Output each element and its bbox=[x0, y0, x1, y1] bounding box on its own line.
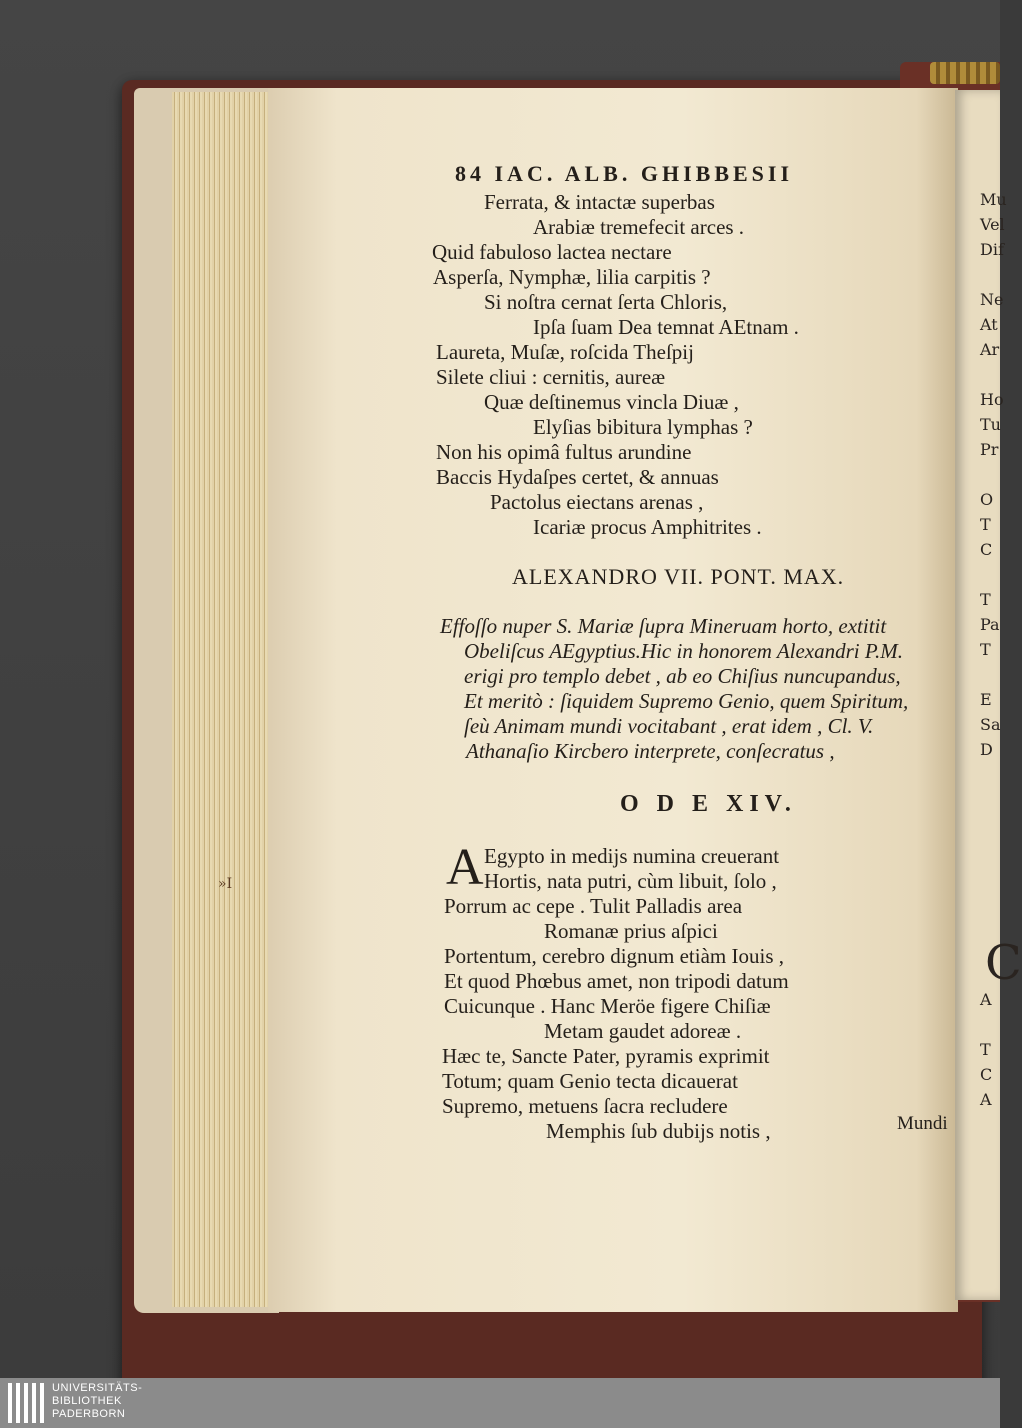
text-line: Quæ deſtinemus vincla Diuæ , bbox=[484, 390, 739, 414]
text-line: erigi pro templo debet , ab eo Chiſius nuncupandus, bbox=[464, 664, 901, 688]
facing-page-fragment: Ar bbox=[980, 340, 1000, 359]
ode-heading: O D E XIV. bbox=[620, 791, 797, 817]
text-line: Portentum, cerebro dignum etiàm Iouis , bbox=[444, 944, 785, 968]
facing-page-fragment: Ne bbox=[980, 290, 1004, 309]
text-line: Laureta, Muſæ, roſcida Theſpij bbox=[436, 340, 694, 364]
text-line: Effoſſo nuper S. Mariæ ſupra Mineruam horto, extitit bbox=[440, 614, 887, 638]
text-line: Icariæ procus Amphitrites . bbox=[533, 515, 762, 539]
text-line: Pactolus eiectans arenas , bbox=[490, 490, 704, 514]
facing-page-fragment: Pr bbox=[980, 440, 999, 459]
section-title: ALEXANDRO VII. PONT. MAX. bbox=[512, 564, 845, 589]
text-line: Elyſias bibitura lymphas ? bbox=[533, 415, 753, 439]
facing-page-initial: C bbox=[985, 935, 1022, 991]
text-line: Porrum ac cepe . Tulit Palladis area bbox=[444, 894, 743, 918]
gilt-spine-decoration bbox=[930, 62, 1000, 84]
text-line: Baccis Hydaſpes certet, & annuas bbox=[436, 465, 719, 489]
text-line: Athanaſio Kircbero interprete, conſecratus , bbox=[466, 739, 835, 763]
text-line: Memphis ſub dubijs notis , bbox=[546, 1119, 771, 1143]
text-line: ſeù Animam mundi vocitabant , erat idem , Cl. V. bbox=[464, 714, 874, 738]
text-line: Hæc te, Sancte Pater, pyramis exprimit bbox=[442, 1044, 770, 1068]
facing-page-fragment: Ho bbox=[980, 390, 1004, 409]
text-line: Cuicunque . Hanc Meröe figere Chiſiæ bbox=[444, 994, 771, 1018]
facing-page-fragment: Dif bbox=[980, 240, 1004, 259]
text-line: Silete cliui : cernitis, aureæ bbox=[436, 365, 666, 389]
text-line: Ipſa ſuam Dea temnat AEtnam . bbox=[533, 315, 799, 339]
library-logo-icon bbox=[8, 1383, 48, 1423]
facing-page-fragment: D bbox=[980, 740, 993, 759]
facing-page-fragment: Pa bbox=[980, 615, 1000, 634]
library-name: UNIVERSITÄTS- BIBLIOTHEK PADERBORN bbox=[52, 1382, 143, 1420]
text-line: Arabiæ tremefecit arces . bbox=[533, 215, 745, 239]
text-line: Totum; quam Genio tecta dicauerat bbox=[442, 1069, 738, 1093]
text-line: Asperſa, Nymphæ, lilia carpitis ? bbox=[433, 265, 711, 289]
text-line: Et quod Phœbus amet, non tripodi datum bbox=[444, 969, 789, 993]
facing-page-edge bbox=[955, 90, 1000, 1300]
facing-page-fragment: Tu bbox=[980, 415, 1001, 434]
facing-page-fragment: O bbox=[980, 490, 994, 509]
text-line: Egypto in medijs numina creuerant bbox=[484, 844, 780, 868]
facing-page-fragment: T bbox=[980, 640, 991, 659]
text-line: Quid fabuloso lactea nectare bbox=[432, 240, 672, 264]
text-line: Romanæ prius aſpici bbox=[544, 919, 718, 943]
text-line: Si noſtra cernat ſerta Chloris, bbox=[484, 290, 728, 314]
text-line: Metam gaudet adoreæ . bbox=[544, 1019, 742, 1043]
facing-page-fragment: E bbox=[980, 690, 992, 709]
facing-page-fragment: At bbox=[980, 315, 998, 334]
facing-page-fragment: C bbox=[980, 540, 993, 559]
facing-page-fragment: A bbox=[980, 990, 992, 1009]
margin-mark: »I bbox=[218, 876, 233, 892]
facing-page-fragment: T bbox=[980, 515, 991, 534]
facing-page-fragment: T bbox=[980, 590, 991, 609]
facing-page-fragment: Vel bbox=[980, 215, 1005, 234]
text-line: Et meritò : ſiquidem Supremo Genio, quem Spiritum, bbox=[464, 689, 909, 713]
running-head: 84 IAC. ALB. GHIBBESII bbox=[455, 161, 794, 186]
facing-page-fragment: Sa bbox=[980, 715, 1001, 734]
page-edges bbox=[172, 92, 270, 1307]
library-footer-bar bbox=[0, 1378, 1000, 1428]
text-line: Non his opimâ fultus arundine bbox=[436, 440, 692, 464]
facing-page-fragment: T bbox=[980, 1040, 991, 1059]
text-line: Ferrata, & intactæ superbas bbox=[484, 190, 715, 214]
facing-page-fragment: C bbox=[980, 1065, 993, 1084]
facing-page-fragment: Mu bbox=[980, 190, 1007, 209]
text-line: Obeliſcus AEgyptius.Hic in honorem Alexandri P.M. bbox=[464, 639, 904, 663]
drop-initial: A bbox=[446, 839, 484, 896]
text-line: Supremo, metuens ſacra recludere bbox=[442, 1094, 728, 1118]
facing-page-fragment: A bbox=[980, 1090, 992, 1109]
text-line: Hortis, nata putri, cùm libuit, ſolo , bbox=[484, 869, 777, 893]
catchword: Mundi bbox=[897, 1113, 948, 1134]
